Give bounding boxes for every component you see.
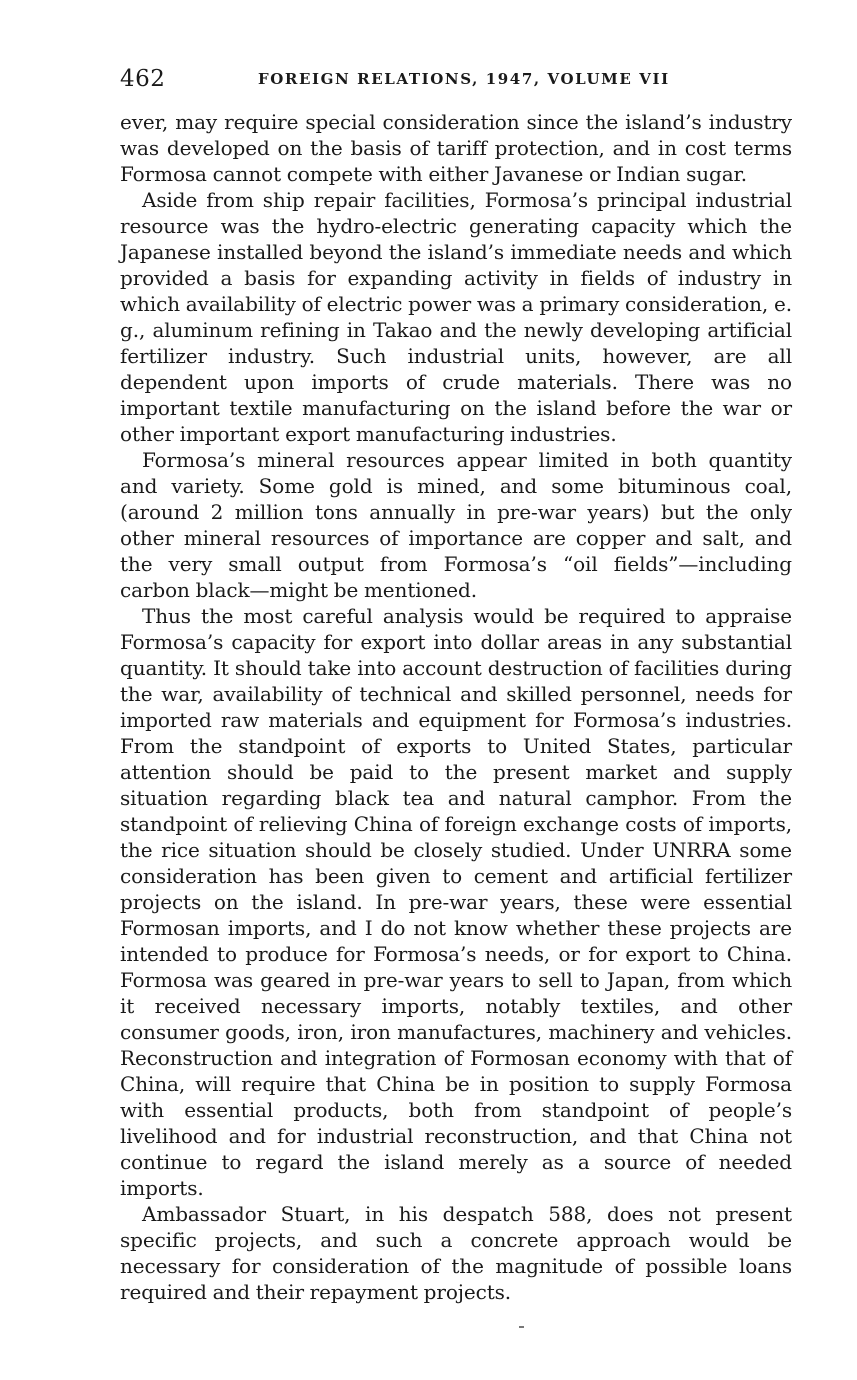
paragraph-industrial-resources: Aside from ship repair facilities, Formosa’s principal industrial resource was the hydro-electric generating capacity which the Japanese installed beyond the island’s immediate needs and which provided a basis for expanding activity in fields of industry in which availability of electric power was a primary consideration, e. g., aluminum refining in Takao and the newly developing artificial fertilizer industry. Such industrial units, however, are all dependent upon imports of crude materials. There was no important textile manufacturing on the island before the war or other important export manufacturing industries. <box>120 188 792 446</box>
paragraph-export-analysis: Thus the most careful analysis would be required to appraise Formosa’s capacity for export into dollar areas in any substantial quantity. It should take into account destruction of facilities during the war, availability of technical and skilled personnel, needs for imported raw materials and equipment for Formosa’s industries. From the standpoint of exports to United States, particular attention should be paid to the present market and supply situation regarding black tea and natural camphor. From the standpoint of relieving China of foreign exchange costs of imports, the rice situation should be closely studied. Under UNRRA some consideration has been given to cement and artificial fertilizer projects on the island. In pre-war years, these were essential Formosan imports, and I do not know whether these projects are intended to produce for Formosa’s needs, or for export to China. Formosa was geared in pre-war years to sell to Japan, from which it received necessary imports, notably textiles, and other consumer goods, iron, iron manufactures, machinery and vehicles. Reconstruction and integration of Formosan economy with that of China, will require that China be in position to supply Formosa with essential products, both from standpoint of people’s livelihood and for industrial reconstruction, and that China not continue to regard the island merely as a source of needed imports. <box>120 604 792 1200</box>
running-head <box>120 64 792 94</box>
paragraph-mineral-resources: Formosa’s mineral resources appear limited in both quantity and variety. Some gold is mined, and some bituminous coal, (around 2 million tons annually in pre-war years) but the only other mineral resources of importance are copper and salt, and the very small output from Formosa’s “oil fields”—including carbon black—might be mentioned. <box>120 448 792 602</box>
paragraph-continued: ever, may require special consideration since the island’s industry was developed on the basis of tariff protection, and in cost terms Formosa cannot compete with either Javanese or Indian sugar. <box>120 110 792 186</box>
page-number: 462 <box>120 66 166 92</box>
body-text <box>120 109 792 1305</box>
scan-mark <box>519 1326 524 1328</box>
paragraph-ambassador-stuart: Ambassador Stuart, in his despatch 588, does not present specific projects, and such a concrete approach would be necessary for consideration of the magnitude of possible loans required and their repayment projects. <box>120 1202 792 1304</box>
running-head-title: FOREIGN RELATIONS, 1947, VOLUME VII <box>258 70 670 88</box>
